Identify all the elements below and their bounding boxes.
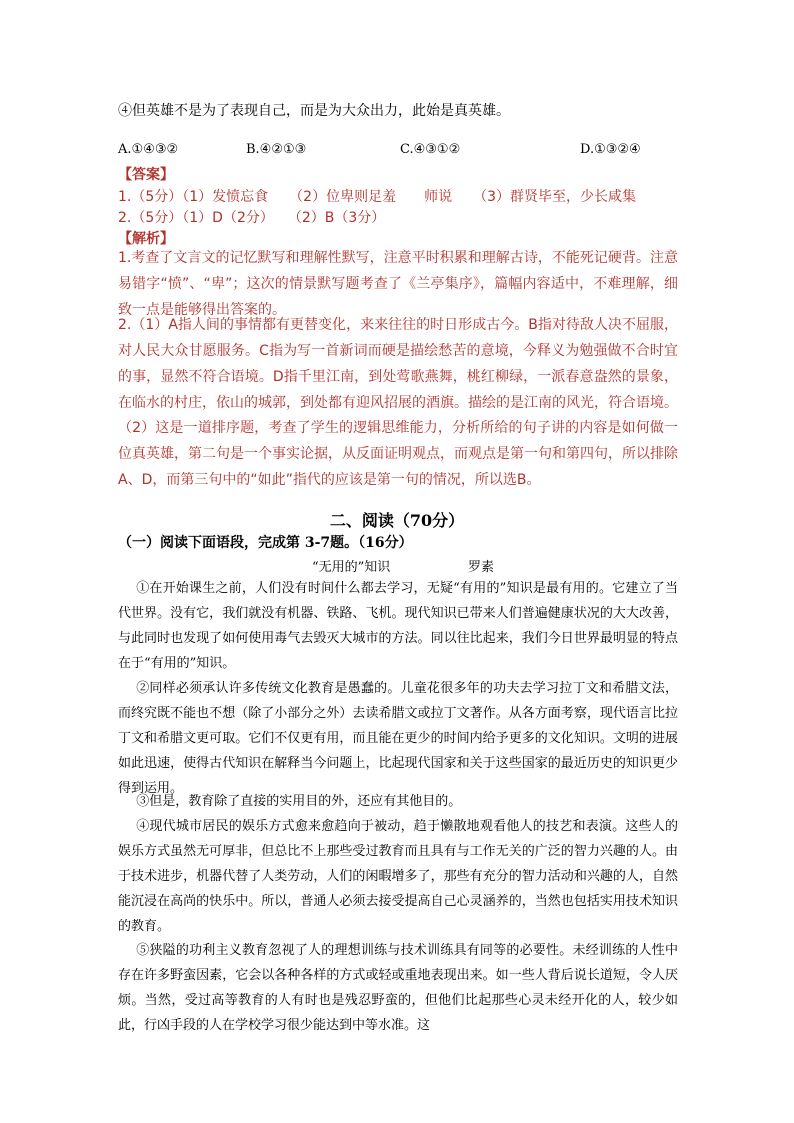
analysis-heading: 【解析】 [118,231,174,247]
section-subtitle: （一）阅读下面语段，完成第 3-7题。（16分） [118,535,413,551]
article-title: “无用的”知识 [312,560,391,575]
option-b: B.④②①③ [246,142,307,157]
analysis-paragraph-3: （2）这是一道排序题，考查了学生的逻辑思维能力，分析所给的句子讲的内容是如何做一位真英雄，第二句是一个事实论据，从反面证明观点，而观点是第一句和第四句，所以排除A、D，而第三句中的“如此”指代的应该是第一句的情况，所以选B。 [118,420,678,488]
analysis-paragraph-1: 1.考查了文言文的记忆默写和理解性默写，注意平时积累和理解古诗，不能死记硬背。注意易错字“愤”、“卑”；这次的情景默写题考查了《兰亭集序》，篇幅内容适中，不难理解，细致一点是能够得出答案的。 [118,250,678,318]
option-c: C.④③①② [400,142,461,157]
option-a: A.①④③② [118,142,179,157]
article-author: 罗素 [468,560,495,575]
article-paragraph-2: ②同样必须承认许多传统文化教育是愚蠢的。儿童花很多年的功夫去学习拉丁文和希腊文法，而终究既不能也不想（除了小部分之外）去读希腊文或拉丁文著作。从各方面考察，现代语言比拉丁文和希腊文更可取。它们不仅更有用，而且能在更少的时间内给予更多的文化知识。文明的进展如此迅速，使得古代知识在解释当今问题上，比起现代国家和关于这些国家的最近历史的知识更少得到运用。 [118,681,678,796]
answer-heading: 【答案】 [118,167,174,183]
analysis-paragraph-2: 2.（1）A指人间的事情都有更替变化，来来往往的时日形成古今。B指对待敌人决不屈服，对人民大众甘愿服务。C指为写一首新词而硬是描绘愁苦的意境，今释义为勉强做不合时宜的事，显然不符合语境。D指千里江南，到处莺歌燕舞，桃红柳绿，一派春意盎然的景象，在临水的村庄，依山的城郭，到处都有迎风招展的酒旗。描绘的是江南的风光，符合语境。 [118,317,678,411]
section-title: 二、阅读（70分） [329,511,465,530]
answer-line-2: 2.（5分）（1）D（2分） （2）B（3分） [118,210,386,226]
option-d: D.①③②④ [580,142,641,157]
sentence-4: ④但英雄不是为了表现自己，而是为大众出力，此始是真英雄。 [118,103,510,119]
article-paragraph-3: ③但是，教育除了直接的实用目的外，还应有其他目的。 [136,794,462,809]
answer-line-1: 1.（5分）（1）发愤忘食 （2）位卑则足羞 师说 （3）群贤毕至，少长咸集 [118,189,636,205]
article-paragraph-1: ①在开始课生之前，人们没有时间什么都去学习，无疑“有用的”知识是最有用的。它建立了当代世界。没有它，我们就没有机器、铁路、飞机。现代知识已带来人们普遍健康状况的大大改善，与此同时也发现了如何使用毒气去毁灭大城市的方法。同以往比起来，我们今日世界最明显的特点在于“有用的”知识。 [118,581,678,671]
article-paragraph-4: ④现代城市居民的娱乐方式愈来愈趋向于被动，趋于懒散地观看他人的技艺和表演。这些人的娱乐方式虽然无可厚非，但总比不上那些受过教育而且具有与工作无关的广泛的智力兴趣的人。由于技术进步，机器代替了人类劳动，人们的闲暇增多了，那些有充分的智力活动和兴趣的人，自然能沉浸在高尚的快乐中。所以，普通人必须去接受提高自己心灵涵养的，当然也包括实用技术知识的教育。 [118,819,678,934]
article-paragraph-5: ⑤狭隘的功利主义教育忽视了人的理想训练与技术训练具有同等的必要性。未经训练的人性中存在许多野蛮因素，它会以各种各样的方式或轻或重地表现出来。如一些人背后说长道短，令人厌烦。当然，受过高等教育的人有时也是残忍野蛮的，但他们比起那些心灵未经开化的人，较少如此，行凶手段的人在学校学习很少能达到中等水准。这 [118,943,678,1033]
